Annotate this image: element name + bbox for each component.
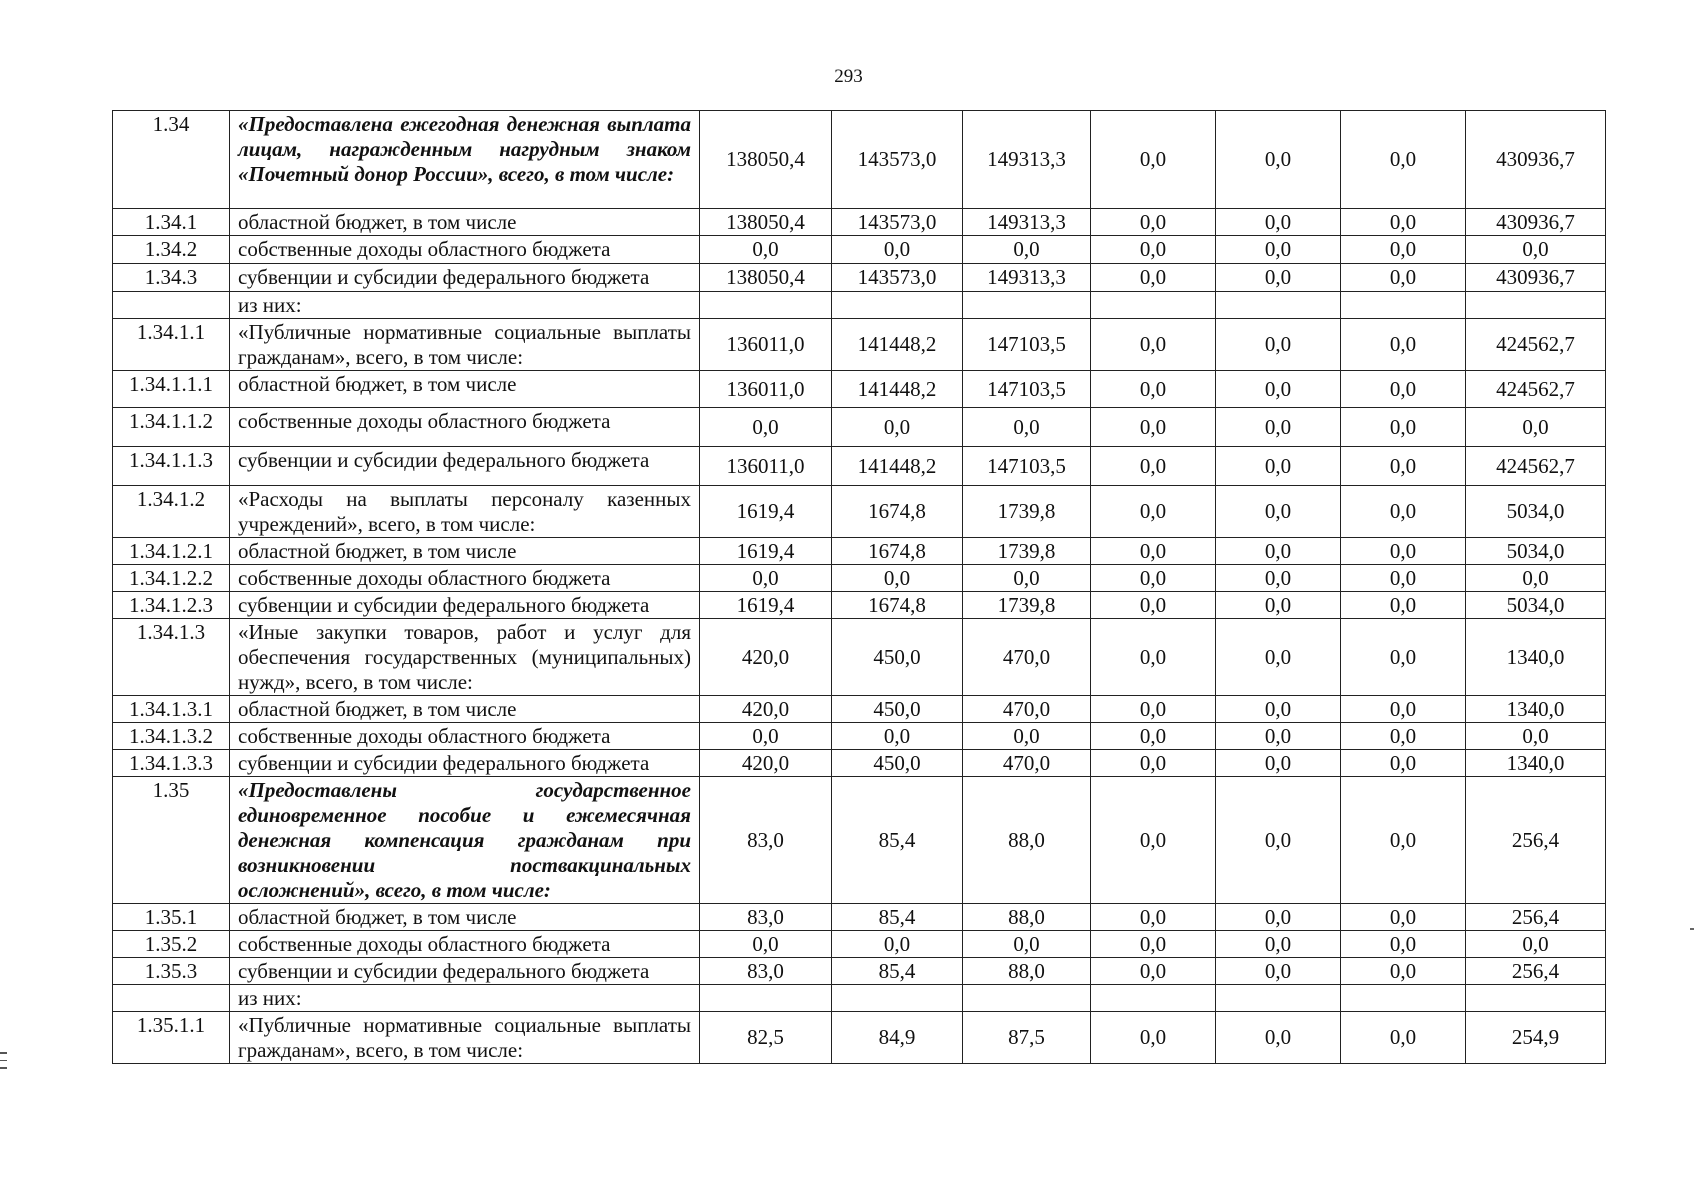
row-name: собственные доходы областного бюджета xyxy=(230,408,700,447)
value-cell: 0,0 xyxy=(1091,696,1216,723)
table-row xyxy=(113,904,1606,931)
row-code: 1.34.1.3 xyxy=(113,619,230,696)
value-cell: 0,0 xyxy=(1216,111,1341,209)
value-cell: 0,0 xyxy=(1341,1012,1466,1064)
value-cell: 0,0 xyxy=(700,723,832,750)
row-code: 1.34.1.3.2 xyxy=(113,723,230,750)
margin-marks xyxy=(0,1052,8,1075)
value-cell: 0,0 xyxy=(1341,777,1466,904)
value-cell: 0,0 xyxy=(1341,486,1466,538)
row-code: 1.34.1.2.1 xyxy=(113,538,230,565)
row-code: 1.35 xyxy=(113,777,230,904)
row-code: 1.34.1.3.3 xyxy=(113,750,230,777)
value-cell: 0,0 xyxy=(1341,958,1466,985)
row-name: субвенции и субсидии федерального бюджета xyxy=(230,592,700,619)
value-cell: 254,9 xyxy=(1466,1012,1606,1064)
budget-table xyxy=(112,110,1606,1064)
table-row xyxy=(113,236,1606,264)
row-name: «Расходы на выплаты персоналу казенных учреждений», всего, в том числе: xyxy=(230,486,700,538)
value-cell: 424562,7 xyxy=(1466,371,1606,408)
value-cell: 0,0 xyxy=(1216,319,1341,371)
value-cell xyxy=(1341,292,1466,319)
row-code: 1.34 xyxy=(113,111,230,209)
value-cell: 141448,2 xyxy=(832,447,963,486)
value-cell xyxy=(1466,985,1606,1012)
value-cell xyxy=(1216,292,1341,319)
value-cell: 0,0 xyxy=(1216,904,1341,931)
row-code: 1.34.3 xyxy=(113,264,230,292)
value-cell: 0,0 xyxy=(1091,371,1216,408)
value-cell: 0,0 xyxy=(1216,1012,1341,1064)
table-row xyxy=(113,723,1606,750)
table-row xyxy=(113,292,1606,319)
value-cell: 1674,8 xyxy=(832,486,963,538)
value-cell: 143573,0 xyxy=(832,209,963,236)
value-cell: 430936,7 xyxy=(1466,209,1606,236)
value-cell: 147103,5 xyxy=(963,319,1091,371)
row-name: субвенции и субсидии федерального бюджета xyxy=(230,447,700,486)
table-row xyxy=(113,985,1606,1012)
value-cell: 420,0 xyxy=(700,750,832,777)
value-cell: 5034,0 xyxy=(1466,592,1606,619)
value-cell: 84,9 xyxy=(832,1012,963,1064)
value-cell xyxy=(1216,985,1341,1012)
value-cell: 88,0 xyxy=(963,777,1091,904)
row-name: субвенции и субсидии федерального бюджета xyxy=(230,958,700,985)
value-cell: 424562,7 xyxy=(1466,447,1606,486)
row-code: 1.35.2 xyxy=(113,931,230,958)
value-cell: 0,0 xyxy=(1341,319,1466,371)
value-cell: 136011,0 xyxy=(700,319,832,371)
value-cell: 83,0 xyxy=(700,904,832,931)
value-cell: 88,0 xyxy=(963,904,1091,931)
table-row xyxy=(113,958,1606,985)
row-code: 1.34.1.3.1 xyxy=(113,696,230,723)
value-cell: 0,0 xyxy=(1216,264,1341,292)
row-name: областной бюджет, в том числе xyxy=(230,904,700,931)
table-row xyxy=(113,777,1606,904)
value-cell: 0,0 xyxy=(1466,931,1606,958)
value-cell: 420,0 xyxy=(700,619,832,696)
value-cell: 0,0 xyxy=(1091,777,1216,904)
value-cell: 0,0 xyxy=(1216,777,1341,904)
value-cell: 0,0 xyxy=(832,236,963,264)
row-code xyxy=(113,292,230,319)
value-cell: 470,0 xyxy=(963,750,1091,777)
value-cell: 0,0 xyxy=(1216,619,1341,696)
value-cell: 0,0 xyxy=(1091,209,1216,236)
table-row xyxy=(113,619,1606,696)
value-cell: 420,0 xyxy=(700,696,832,723)
table-row xyxy=(113,371,1606,408)
value-cell: 0,0 xyxy=(1216,696,1341,723)
value-cell xyxy=(1091,292,1216,319)
value-cell: 0,0 xyxy=(1216,750,1341,777)
value-cell xyxy=(963,985,1091,1012)
table-row xyxy=(113,209,1606,236)
value-cell: 0,0 xyxy=(1216,538,1341,565)
value-cell: 0,0 xyxy=(1341,619,1466,696)
value-cell: 85,4 xyxy=(832,958,963,985)
value-cell xyxy=(832,292,963,319)
row-code: 1.35.3 xyxy=(113,958,230,985)
row-name: областной бюджет, в том числе xyxy=(230,371,700,408)
value-cell: 1340,0 xyxy=(1466,619,1606,696)
value-cell: 0,0 xyxy=(1216,592,1341,619)
value-cell: 0,0 xyxy=(1091,1012,1216,1064)
value-cell: 430936,7 xyxy=(1466,111,1606,209)
value-cell: 88,0 xyxy=(963,958,1091,985)
value-cell: 0,0 xyxy=(1341,538,1466,565)
value-cell: 0,0 xyxy=(1341,264,1466,292)
value-cell: 0,0 xyxy=(700,931,832,958)
value-cell: 0,0 xyxy=(1216,723,1341,750)
value-cell: 83,0 xyxy=(700,958,832,985)
value-cell: 0,0 xyxy=(1341,565,1466,592)
table-row xyxy=(113,1012,1606,1064)
table-row xyxy=(113,486,1606,538)
table-row xyxy=(113,565,1606,592)
row-name: собственные доходы областного бюджета xyxy=(230,565,700,592)
value-cell: 83,0 xyxy=(700,777,832,904)
row-name: собственные доходы областного бюджета xyxy=(230,723,700,750)
value-cell: 1619,4 xyxy=(700,592,832,619)
value-cell: 430936,7 xyxy=(1466,264,1606,292)
value-cell: 147103,5 xyxy=(963,447,1091,486)
value-cell: 0,0 xyxy=(1341,447,1466,486)
value-cell: 138050,4 xyxy=(700,111,832,209)
row-name: собственные доходы областного бюджета xyxy=(230,931,700,958)
page-number: 293 xyxy=(834,66,863,87)
value-cell: 0,0 xyxy=(1466,408,1606,447)
value-cell: 0,0 xyxy=(832,565,963,592)
row-code: 1.34.1.2.3 xyxy=(113,592,230,619)
row-code: 1.34.1.1.2 xyxy=(113,408,230,447)
value-cell: 1674,8 xyxy=(832,538,963,565)
table-row xyxy=(113,592,1606,619)
value-cell: 138050,4 xyxy=(700,264,832,292)
value-cell: 143573,0 xyxy=(832,111,963,209)
value-cell: 450,0 xyxy=(832,619,963,696)
value-cell: 149313,3 xyxy=(963,264,1091,292)
value-cell: 149313,3 xyxy=(963,111,1091,209)
value-cell: 0,0 xyxy=(700,408,832,447)
value-cell: 256,4 xyxy=(1466,904,1606,931)
row-code: 1.34.1.2.2 xyxy=(113,565,230,592)
row-name: «Предоставлены государственное единовременное пособие и ежемесячная денежная компенсация гражданам при возникновении поствакцинальных осложнений», всего, в том числе: xyxy=(230,777,700,904)
value-cell: 0,0 xyxy=(1091,565,1216,592)
value-cell: 0,0 xyxy=(1216,931,1341,958)
value-cell xyxy=(963,292,1091,319)
row-code: 1.35.1 xyxy=(113,904,230,931)
row-name: субвенции и субсидии федерального бюджета xyxy=(230,264,700,292)
value-cell: 0,0 xyxy=(832,723,963,750)
value-cell: 0,0 xyxy=(1216,447,1341,486)
value-cell: 450,0 xyxy=(832,696,963,723)
value-cell: 5034,0 xyxy=(1466,538,1606,565)
table-row xyxy=(113,319,1606,371)
row-name: «Публичные нормативные социальные выплаты гражданам», всего, в том числе: xyxy=(230,1012,700,1064)
value-cell: 0,0 xyxy=(963,931,1091,958)
value-cell: 0,0 xyxy=(832,408,963,447)
value-cell: 0,0 xyxy=(1341,723,1466,750)
value-cell: 0,0 xyxy=(1091,236,1216,264)
table-row xyxy=(113,408,1606,447)
value-cell: 0,0 xyxy=(1216,371,1341,408)
table-row xyxy=(113,750,1606,777)
table-row xyxy=(113,931,1606,958)
value-cell: 0,0 xyxy=(1091,408,1216,447)
value-cell xyxy=(700,985,832,1012)
value-cell: 470,0 xyxy=(963,696,1091,723)
value-cell: 82,5 xyxy=(700,1012,832,1064)
table-row xyxy=(113,447,1606,486)
row-name: областной бюджет, в том числе xyxy=(230,696,700,723)
value-cell xyxy=(1091,985,1216,1012)
row-name: «Предоставлена ежегодная денежная выплата лицам, награжденным нагрудным знаком «Почетный донор России», всего, в том числе: xyxy=(230,111,700,209)
value-cell: 0,0 xyxy=(1341,111,1466,209)
value-cell: 1739,8 xyxy=(963,592,1091,619)
row-name: из них: xyxy=(230,985,700,1012)
table-row xyxy=(113,111,1606,209)
value-cell: 450,0 xyxy=(832,750,963,777)
value-cell: 256,4 xyxy=(1466,958,1606,985)
value-cell: 147103,5 xyxy=(963,371,1091,408)
value-cell: 0,0 xyxy=(1341,408,1466,447)
row-name: областной бюджет, в том числе xyxy=(230,209,700,236)
row-code: 1.34.1.1.3 xyxy=(113,447,230,486)
value-cell: 1739,8 xyxy=(963,538,1091,565)
row-name: «Публичные нормативные социальные выплаты гражданам», всего, в том числе: xyxy=(230,319,700,371)
value-cell xyxy=(832,985,963,1012)
value-cell: 0,0 xyxy=(1091,931,1216,958)
value-cell: 0,0 xyxy=(700,565,832,592)
value-cell: 0,0 xyxy=(1466,565,1606,592)
value-cell: 0,0 xyxy=(1341,371,1466,408)
row-name: собственные доходы областного бюджета xyxy=(230,236,700,264)
row-name: субвенции и субсидии федерального бюджета xyxy=(230,750,700,777)
value-cell xyxy=(1466,292,1606,319)
row-code: 1.35.1.1 xyxy=(113,1012,230,1064)
value-cell: 0,0 xyxy=(1091,750,1216,777)
value-cell: 1739,8 xyxy=(963,486,1091,538)
value-cell: 141448,2 xyxy=(832,319,963,371)
value-cell: 143573,0 xyxy=(832,264,963,292)
value-cell: 0,0 xyxy=(1091,486,1216,538)
value-cell: 0,0 xyxy=(1091,723,1216,750)
value-cell: 0,0 xyxy=(1091,447,1216,486)
value-cell: 87,5 xyxy=(963,1012,1091,1064)
value-cell xyxy=(1341,985,1466,1012)
row-name: областной бюджет, в том числе xyxy=(230,538,700,565)
value-cell: 0,0 xyxy=(1091,319,1216,371)
value-cell: 0,0 xyxy=(1216,958,1341,985)
value-cell xyxy=(700,292,832,319)
value-cell: 1340,0 xyxy=(1466,696,1606,723)
value-cell: 85,4 xyxy=(832,904,963,931)
value-cell: 136011,0 xyxy=(700,447,832,486)
value-cell: 0,0 xyxy=(1091,111,1216,209)
value-cell: 424562,7 xyxy=(1466,319,1606,371)
table-body xyxy=(113,111,1606,1064)
row-code: 1.34.1.1.1 xyxy=(113,371,230,408)
value-cell: 1340,0 xyxy=(1466,750,1606,777)
value-cell: 1674,8 xyxy=(832,592,963,619)
value-cell: 0,0 xyxy=(1216,565,1341,592)
value-cell: 0,0 xyxy=(1216,408,1341,447)
value-cell: 0,0 xyxy=(1341,904,1466,931)
table-row xyxy=(113,264,1606,292)
table-row xyxy=(113,538,1606,565)
value-cell: 136011,0 xyxy=(700,371,832,408)
value-cell: 149313,3 xyxy=(963,209,1091,236)
row-code: 1.34.1.1 xyxy=(113,319,230,371)
value-cell: 0,0 xyxy=(1466,723,1606,750)
value-cell: 256,4 xyxy=(1466,777,1606,904)
value-cell: 0,0 xyxy=(1466,236,1606,264)
value-cell: 0,0 xyxy=(1216,486,1341,538)
value-cell: 0,0 xyxy=(1341,696,1466,723)
scan-artifact xyxy=(1690,928,1694,930)
value-cell: 470,0 xyxy=(963,619,1091,696)
row-name: из них: xyxy=(230,292,700,319)
value-cell: 1619,4 xyxy=(700,538,832,565)
value-cell: 0,0 xyxy=(1091,264,1216,292)
value-cell: 0,0 xyxy=(1341,236,1466,264)
value-cell: 0,0 xyxy=(963,565,1091,592)
row-code: 1.34.1.2 xyxy=(113,486,230,538)
row-name: «Иные закупки товаров, работ и услуг для обеспечения государственных (муниципальных) нужд», всего, в том числе: xyxy=(230,619,700,696)
row-code: 1.34.1 xyxy=(113,209,230,236)
value-cell: 85,4 xyxy=(832,777,963,904)
value-cell: 0,0 xyxy=(1091,904,1216,931)
value-cell: 0,0 xyxy=(1341,931,1466,958)
value-cell: 0,0 xyxy=(1091,619,1216,696)
row-code xyxy=(113,985,230,1012)
value-cell: 0,0 xyxy=(1216,236,1341,264)
table-row xyxy=(113,696,1606,723)
row-code: 1.34.2 xyxy=(113,236,230,264)
value-cell: 0,0 xyxy=(1091,592,1216,619)
value-cell: 0,0 xyxy=(963,723,1091,750)
value-cell: 1619,4 xyxy=(700,486,832,538)
value-cell: 141448,2 xyxy=(832,371,963,408)
value-cell: 0,0 xyxy=(1091,538,1216,565)
value-cell: 0,0 xyxy=(1216,209,1341,236)
value-cell: 0,0 xyxy=(832,931,963,958)
value-cell: 0,0 xyxy=(963,236,1091,264)
value-cell: 0,0 xyxy=(1341,209,1466,236)
value-cell: 0,0 xyxy=(963,408,1091,447)
value-cell: 5034,0 xyxy=(1466,486,1606,538)
value-cell: 0,0 xyxy=(1341,750,1466,777)
value-cell: 0,0 xyxy=(1341,592,1466,619)
value-cell: 0,0 xyxy=(1091,958,1216,985)
value-cell: 0,0 xyxy=(700,236,832,264)
value-cell: 138050,4 xyxy=(700,209,832,236)
